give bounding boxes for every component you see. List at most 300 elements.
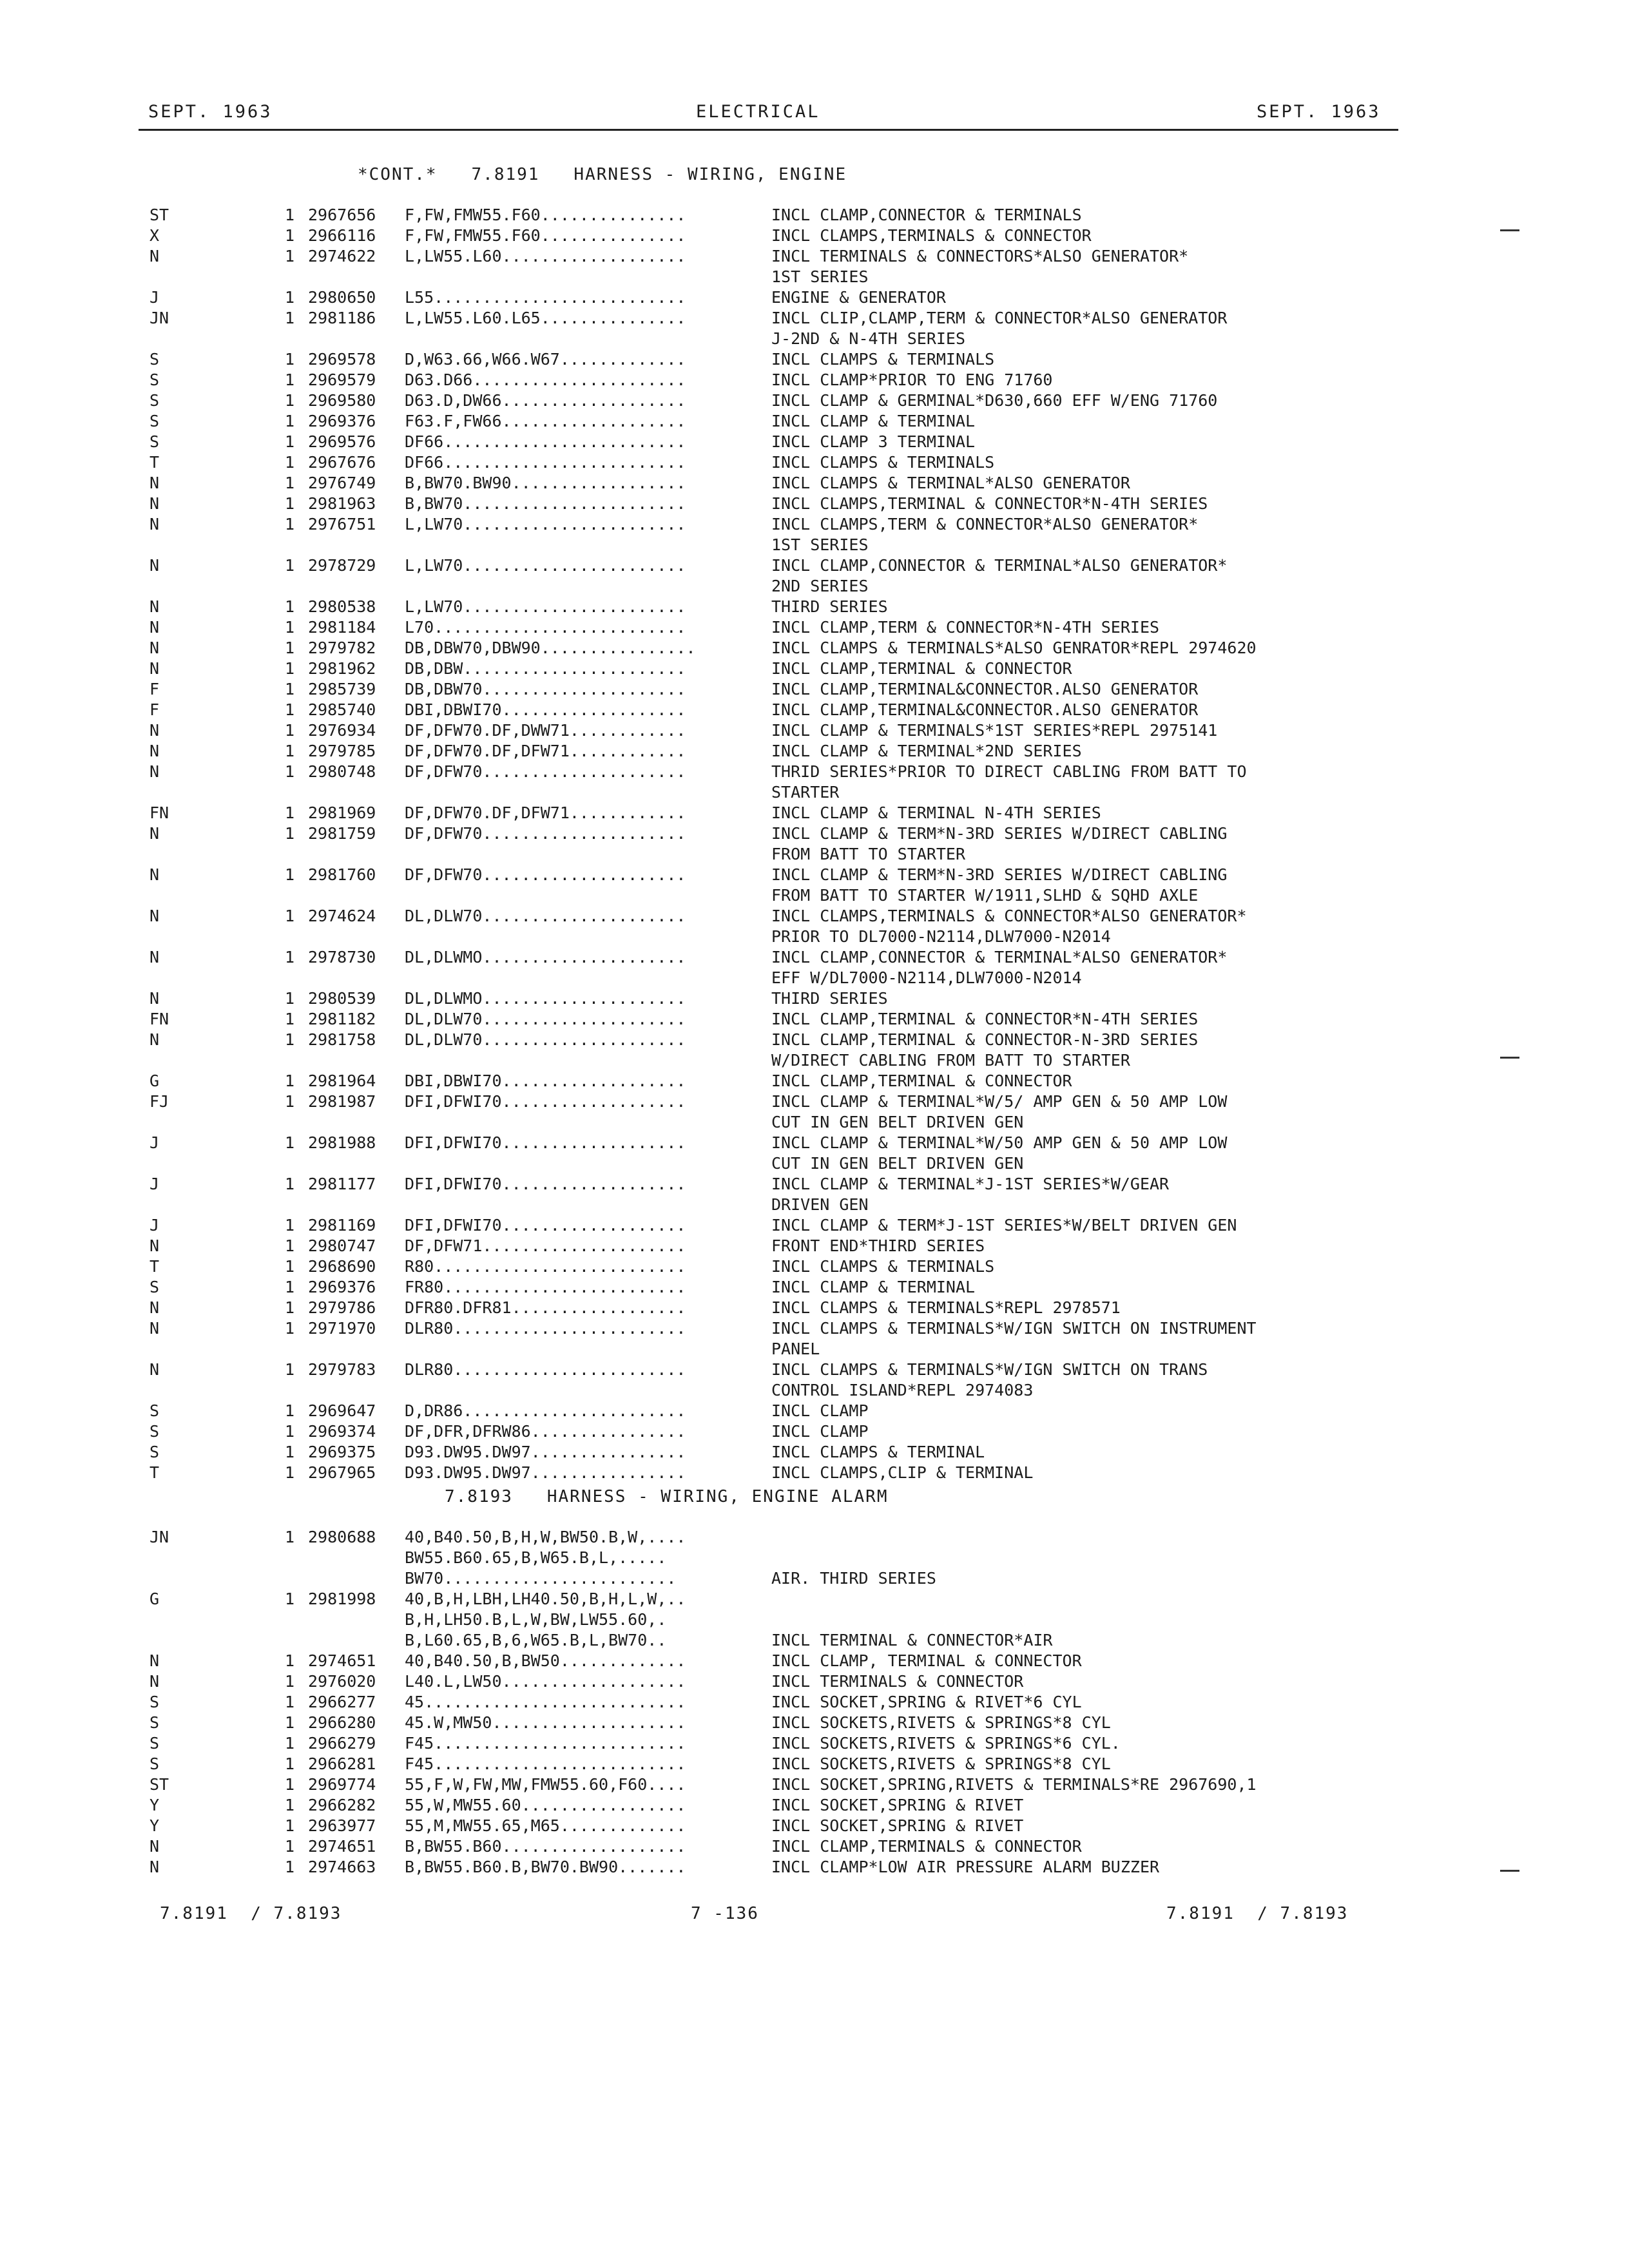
model-applicability: DFI,DFWI70...................	[405, 1133, 686, 1152]
service-code: N	[149, 474, 160, 492]
part-number: 2981964	[308, 1072, 376, 1090]
model-applicability: D,DR86.......................	[405, 1401, 686, 1420]
quantity: 1	[285, 1796, 295, 1814]
table-row	[0, 1380, 1629, 1401]
service-code: S	[149, 1693, 160, 1711]
table-row	[0, 720, 1629, 741]
table-row	[0, 205, 1629, 226]
quantity: 1	[285, 680, 295, 698]
table-row	[0, 1133, 1629, 1153]
quantity: 1	[285, 1651, 295, 1670]
model-applicability: DF,DFW70.DF,DFW71............	[405, 742, 686, 760]
model-applicability: 55,M,MW55.65,M65.............	[405, 1816, 686, 1835]
part-description: INCL CLAMP & TERMINAL N-4TH SERIES	[771, 803, 1101, 822]
table-row	[0, 1568, 1629, 1589]
part-description: THIRD SERIES	[771, 989, 888, 1008]
part-number: 2966281	[308, 1754, 376, 1773]
section-title-harness-wiring-engine: *CONT.* 7.8191 HARNESS - WIRING, ENGINE	[358, 165, 847, 184]
service-code: S	[149, 1713, 160, 1732]
table-row	[0, 1610, 1629, 1630]
part-description: 1ST SERIES	[771, 267, 869, 286]
quantity: 1	[285, 1319, 295, 1338]
part-number: 2966279	[308, 1734, 376, 1753]
part-description: INCL CLAMP*LOW AIR PRESSURE ALARM BUZZER	[771, 1858, 1160, 1876]
part-description: INCL CLAMPS,TERMINALS & CONNECTOR*ALSO GENERATOR*	[771, 907, 1247, 925]
quantity: 1	[285, 1072, 295, 1090]
table-row	[0, 617, 1629, 638]
table-row	[0, 452, 1629, 473]
part-number: 2981760	[308, 865, 376, 884]
model-applicability: DL,DLW70.....................	[405, 907, 686, 925]
table-row	[0, 1733, 1629, 1754]
part-number: 2966277	[308, 1693, 376, 1711]
table-row	[0, 432, 1629, 452]
table-row	[0, 597, 1629, 617]
table-row	[0, 1589, 1629, 1610]
table-row	[0, 1548, 1629, 1568]
quantity: 1	[285, 226, 295, 245]
quantity: 1	[285, 1216, 295, 1235]
service-code: N	[149, 721, 160, 740]
model-applicability: 45...........................	[405, 1693, 686, 1711]
quantity: 1	[285, 370, 295, 389]
part-description: INCL CLAMP,TERMINAL & CONNECTOR	[771, 659, 1072, 678]
part-number: 2976934	[308, 721, 376, 740]
model-applicability: DLR80........................	[405, 1319, 686, 1338]
part-description: INCL CLAMP	[771, 1422, 869, 1441]
service-code: N	[149, 948, 160, 966]
table-row	[0, 1339, 1629, 1360]
quantity: 1	[285, 1092, 295, 1111]
parts-list-engine-alarm-harness	[0, 1527, 1629, 1878]
part-number: 2981962	[308, 659, 376, 678]
part-number: 2969374	[308, 1422, 376, 1441]
quantity: 1	[285, 247, 295, 265]
model-applicability: DF,DFW70.....................	[405, 824, 686, 843]
section-title-harness-wiring-engine-alarm: 7.8193 HARNESS - WIRING, ENGINE ALARM	[445, 1487, 889, 1506]
part-description: INCL CLAMPS,TERMINALS & CONNECTOR	[771, 226, 1092, 245]
model-applicability: R80..........................	[405, 1257, 686, 1276]
quantity: 1	[285, 309, 295, 327]
part-description: INCL SOCKET,SPRING,RIVETS & TERMINALS*RE 2967690,1	[771, 1775, 1257, 1794]
table-row	[0, 1256, 1629, 1277]
table-row	[0, 658, 1629, 679]
part-description: 2ND SERIES	[771, 577, 869, 595]
part-number: 2976020	[308, 1672, 376, 1691]
part-number: 2981184	[308, 618, 376, 637]
service-code: N	[149, 907, 160, 925]
part-description: INCL SOCKETS,RIVETS & SPRINGS*8 CYL	[771, 1754, 1111, 1773]
part-number: 2974651	[308, 1651, 376, 1670]
service-code: N	[149, 989, 160, 1008]
quantity: 1	[285, 1278, 295, 1296]
model-applicability: DL,DLW70.....................	[405, 1010, 686, 1028]
model-applicability: BW70........................	[405, 1569, 677, 1588]
quantity: 1	[285, 1010, 295, 1028]
model-applicability: DF,DFW70.DF,DFW71............	[405, 803, 686, 822]
part-description: INCL CLAMP & TERM*N-3RD SERIES W/DIRECT CABLING	[771, 824, 1228, 843]
table-row	[0, 947, 1629, 968]
quantity: 1	[285, 762, 295, 781]
header-section-title: ELECTRICAL	[696, 102, 820, 122]
quantity: 1	[285, 412, 295, 430]
part-description: INCL CLAMP & GERMINAL*D630,660 EFF W/ENG 71760	[771, 391, 1218, 410]
quantity: 1	[285, 1528, 295, 1546]
part-description: CUT IN GEN BELT DRIVEN GEN	[771, 1113, 1024, 1131]
model-applicability: DBI,DBWI70...................	[405, 700, 686, 719]
service-code: FJ	[149, 1092, 169, 1111]
part-number: 2981759	[308, 824, 376, 843]
part-number: 2974663	[308, 1858, 376, 1876]
table-row	[0, 1360, 1629, 1380]
part-description: PRIOR TO DL7000-N2114,DLW7000-N2014	[771, 927, 1111, 946]
header-date-right: SEPT. 1963	[1257, 102, 1381, 122]
quantity: 1	[285, 742, 295, 760]
table-row	[0, 576, 1629, 597]
table-row	[0, 1795, 1629, 1816]
part-number: 2985740	[308, 700, 376, 719]
quantity: 1	[285, 1463, 295, 1482]
part-number: 2976751	[308, 515, 376, 533]
table-row	[0, 1277, 1629, 1298]
model-applicability: DB,DBW70,DBW90................	[405, 639, 696, 657]
model-applicability: D93.DW95.DW97................	[405, 1463, 686, 1482]
table-row	[0, 1421, 1629, 1442]
model-applicability: DL,DLWMO.....................	[405, 948, 686, 966]
quantity: 1	[285, 1133, 295, 1152]
table-row	[0, 1836, 1629, 1857]
quantity: 1	[285, 1360, 295, 1379]
service-code: T	[149, 1257, 160, 1276]
quantity: 1	[285, 803, 295, 822]
part-number: 2967656	[308, 206, 376, 224]
part-description: INCL CLAMP,TERMINAL & CONNECTOR*N-4TH SERIES	[771, 1010, 1199, 1028]
part-description: INCL CLAMP,TERMINAL&CONNECTOR.ALSO GENERATOR	[771, 680, 1199, 698]
table-row	[0, 1671, 1629, 1692]
service-code: S	[149, 432, 160, 451]
part-description: INCL CLAMP,TERMINAL & CONNECTOR	[771, 1072, 1072, 1090]
part-description: INCL CLAMPS,TERMINAL & CONNECTOR*N-4TH SERIES	[771, 494, 1208, 513]
part-description: INCL CLAMPS & TERMINALS*REPL 2978571	[771, 1298, 1121, 1317]
margin-mark	[1500, 229, 1519, 231]
part-number: 2980538	[308, 597, 376, 616]
model-applicability: DB,DBW.......................	[405, 659, 686, 678]
model-applicability: B,H,LH50.B,L,W,BW,LW55.60,.	[405, 1610, 667, 1629]
quantity: 1	[285, 700, 295, 719]
quantity: 1	[285, 1754, 295, 1773]
table-row	[0, 1713, 1629, 1733]
quantity: 1	[285, 1257, 295, 1276]
service-code: G	[149, 1072, 160, 1090]
service-code: F	[149, 700, 160, 719]
header-rule	[139, 129, 1398, 131]
part-number: 2981987	[308, 1092, 376, 1111]
service-code: N	[149, 1672, 160, 1691]
part-number: 2963977	[308, 1816, 376, 1835]
service-code: S	[149, 350, 160, 369]
part-description: W/DIRECT CABLING FROM BATT TO STARTER	[771, 1051, 1130, 1070]
quantity: 1	[285, 1298, 295, 1317]
service-code: N	[149, 1030, 160, 1049]
table-row	[0, 1754, 1629, 1774]
part-description: EFF W/DL7000-N2114,DLW7000-N2014	[771, 968, 1082, 987]
table-row	[0, 473, 1629, 494]
part-number: 2969774	[308, 1775, 376, 1794]
quantity: 1	[285, 597, 295, 616]
model-applicability: B,L60.65,B,6,W65.B,L,BW70..	[405, 1631, 667, 1649]
part-number: 2980539	[308, 989, 376, 1008]
service-code: ST	[149, 206, 169, 224]
part-description: INCL TERMINALS & CONNECTOR	[771, 1672, 1024, 1691]
service-code: N	[149, 742, 160, 760]
quantity: 1	[285, 453, 295, 472]
model-applicability: 40,B,H,LBH,LH40.50,B,H,L,W,..	[405, 1590, 686, 1608]
quantity: 1	[285, 1672, 295, 1691]
service-code: Y	[149, 1796, 160, 1814]
part-number: 2966280	[308, 1713, 376, 1732]
part-number: 2981963	[308, 494, 376, 513]
service-code: S	[149, 1443, 160, 1461]
service-code: J	[149, 288, 160, 307]
part-number: 2978729	[308, 556, 376, 575]
table-row	[0, 287, 1629, 308]
part-number: 2979782	[308, 639, 376, 657]
quantity: 1	[285, 1590, 295, 1608]
model-applicability: DF,DFW70.....................	[405, 762, 686, 781]
part-number: 2969578	[308, 350, 376, 369]
quantity: 1	[285, 474, 295, 492]
service-code: N	[149, 556, 160, 575]
table-row	[0, 555, 1629, 576]
table-row	[0, 411, 1629, 432]
table-row	[0, 844, 1629, 865]
quantity: 1	[285, 659, 295, 678]
part-description: THIRD SERIES	[771, 597, 888, 616]
part-number: 2969375	[308, 1443, 376, 1461]
part-number: 2981169	[308, 1216, 376, 1235]
footer-section-left: 7.8191 / 7.8193	[160, 1904, 342, 1923]
quantity: 1	[285, 288, 295, 307]
part-description: INCL CLAMPS & TERMINAL	[771, 1443, 985, 1461]
quantity: 1	[285, 1175, 295, 1193]
model-applicability: DF66.........................	[405, 432, 686, 451]
part-description: INCL CLAMP,TERM & CONNECTOR*N-4TH SERIES	[771, 618, 1160, 637]
part-description: CUT IN GEN BELT DRIVEN GEN	[771, 1154, 1024, 1173]
service-code: JN	[149, 309, 169, 327]
table-row	[0, 1030, 1629, 1050]
part-description: PANEL	[771, 1340, 820, 1358]
table-row	[0, 1215, 1629, 1236]
table-row	[0, 679, 1629, 700]
part-number: 2969376	[308, 412, 376, 430]
part-description: INCL CLAMP	[771, 1401, 869, 1420]
part-number: 2980688	[308, 1528, 376, 1546]
table-row	[0, 329, 1629, 349]
quantity: 1	[285, 1401, 295, 1420]
part-number: 2980747	[308, 1236, 376, 1255]
model-applicability: 55,W,MW55.60.................	[405, 1796, 686, 1814]
table-row	[0, 762, 1629, 782]
part-number: 2976749	[308, 474, 376, 492]
table-row	[0, 370, 1629, 390]
quantity: 1	[285, 639, 295, 657]
service-code: N	[149, 824, 160, 843]
table-row	[0, 1071, 1629, 1091]
quantity: 1	[285, 350, 295, 369]
part-number: 2979785	[308, 742, 376, 760]
part-description: INCL CLAMP,TERMINALS & CONNECTOR	[771, 1837, 1082, 1856]
model-applicability: L,LW70.......................	[405, 597, 686, 616]
table-row	[0, 885, 1629, 906]
part-description: INCL CLAMP & TERMINAL	[771, 1278, 976, 1296]
quantity: 1	[285, 494, 295, 513]
part-description: INCL SOCKET,SPRING & RIVET	[771, 1816, 1024, 1835]
table-row	[0, 700, 1629, 720]
part-description: J-2ND & N-4TH SERIES	[771, 329, 966, 348]
part-description: INCL CLAMPS & TERMINALS*W/IGN SWITCH ON TRANS	[771, 1360, 1208, 1379]
part-description: INCL CLAMP,TERMINAL & CONNECTOR-N-3RD SERIES	[771, 1030, 1199, 1049]
part-number: 2981177	[308, 1175, 376, 1193]
service-code: J	[149, 1216, 160, 1235]
table-row	[0, 968, 1629, 988]
table-row	[0, 1816, 1629, 1836]
model-applicability: F45..........................	[405, 1754, 686, 1773]
part-number: 2969576	[308, 432, 376, 451]
model-applicability: BW55.B60.65,B,W65.B,L,.....	[405, 1548, 667, 1567]
service-code: G	[149, 1590, 160, 1608]
table-row	[0, 1651, 1629, 1671]
table-row	[0, 927, 1629, 947]
table-row	[0, 823, 1629, 844]
service-code: S	[149, 1754, 160, 1773]
parts-list-engine-harness	[0, 205, 1629, 1483]
service-code: S	[149, 370, 160, 389]
model-applicability: DF,DFW71.....................	[405, 1236, 686, 1255]
table-row	[0, 1692, 1629, 1713]
part-number: 2981758	[308, 1030, 376, 1049]
footer-page-number: 7 -136	[691, 1904, 759, 1923]
service-code: S	[149, 1278, 160, 1296]
model-applicability: 40,B40.50,B,H,W,BW50.B,W,....	[405, 1528, 686, 1546]
model-applicability: DB,DBW70.....................	[405, 680, 686, 698]
part-description: 1ST SERIES	[771, 535, 869, 554]
part-description: STARTER	[771, 783, 840, 802]
part-description: INCL CLAMP, TERMINAL & CONNECTOR	[771, 1651, 1082, 1670]
part-description: INCL CLAMP & TERMINAL*W/5/ AMP GEN & 50 AMP LOW	[771, 1092, 1228, 1111]
service-code: S	[149, 391, 160, 410]
quantity: 1	[285, 1236, 295, 1255]
table-row	[0, 514, 1629, 535]
table-row	[0, 865, 1629, 885]
model-applicability: B,BW70.BW90..................	[405, 474, 686, 492]
table-row	[0, 1857, 1629, 1878]
quantity: 1	[285, 1858, 295, 1876]
service-code: N	[149, 762, 160, 781]
part-number: 2974651	[308, 1837, 376, 1856]
service-code: X	[149, 226, 160, 245]
part-number: 2969580	[308, 391, 376, 410]
table-row	[0, 1174, 1629, 1195]
part-description: INCL SOCKET,SPRING & RIVET	[771, 1796, 1024, 1814]
service-code: N	[149, 515, 160, 533]
part-number: 2966116	[308, 226, 376, 245]
quantity: 1	[285, 1816, 295, 1835]
table-row	[0, 1112, 1629, 1133]
quantity: 1	[285, 907, 295, 925]
table-row	[0, 1463, 1629, 1483]
part-number: 2981969	[308, 803, 376, 822]
part-description: AIR. THIRD SERIES	[771, 1569, 936, 1588]
table-row	[0, 741, 1629, 762]
quantity: 1	[285, 1422, 295, 1441]
model-applicability: DFR80.DFR81..................	[405, 1298, 686, 1317]
quantity: 1	[285, 865, 295, 884]
part-description: THRID SERIES*PRIOR TO DIRECT CABLING FROM BATT TO	[771, 762, 1247, 781]
quantity: 1	[285, 432, 295, 451]
model-applicability: B,BW70.......................	[405, 494, 686, 513]
service-code: N	[149, 1360, 160, 1379]
table-row	[0, 494, 1629, 514]
part-number: 2969376	[308, 1278, 376, 1296]
service-code: N	[149, 659, 160, 678]
part-description: INCL CLAMP & TERM*J-1ST SERIES*W/BELT DRIVEN GEN	[771, 1216, 1237, 1235]
model-applicability: FR80.........................	[405, 1278, 686, 1296]
part-number: 2967965	[308, 1463, 376, 1482]
table-row	[0, 988, 1629, 1009]
service-code: N	[149, 618, 160, 637]
part-description: CONTROL ISLAND*REPL 2974083	[771, 1381, 1034, 1399]
model-applicability: L70..........................	[405, 618, 686, 637]
part-description: INCL CLAMPS,TERM & CONNECTOR*ALSO GENERATOR*	[771, 515, 1199, 533]
table-row	[0, 390, 1629, 411]
table-row	[0, 267, 1629, 287]
model-applicability: 40,B40.50,B,BW50.............	[405, 1651, 686, 1670]
part-number: 2974624	[308, 907, 376, 925]
model-applicability: B,BW55.B60...................	[405, 1837, 686, 1856]
table-row	[0, 1442, 1629, 1463]
quantity: 1	[285, 515, 295, 533]
service-code: N	[149, 1319, 160, 1338]
part-number: 2967676	[308, 453, 376, 472]
table-row	[0, 535, 1629, 555]
part-description: INCL CLAMPS & TERMINALS*W/IGN SWITCH ON INSTRUMENT	[771, 1319, 1257, 1338]
service-code: N	[149, 1858, 160, 1876]
model-applicability: DFI,DFWI70...................	[405, 1216, 686, 1235]
model-applicability: DFI,DFWI70...................	[405, 1092, 686, 1111]
quantity: 1	[285, 206, 295, 224]
part-description: INCL CLAMP & TERMINAL*W/50 AMP GEN & 50 AMP LOW	[771, 1133, 1228, 1152]
part-description: FROM BATT TO STARTER	[771, 845, 966, 863]
model-applicability: DBI,DBWI70...................	[405, 1072, 686, 1090]
part-number: 2968690	[308, 1257, 376, 1276]
quantity: 1	[285, 989, 295, 1008]
table-row	[0, 803, 1629, 823]
part-number: 2979786	[308, 1298, 376, 1317]
table-row	[0, 1236, 1629, 1256]
model-applicability: DF,DFR,DFRW86................	[405, 1422, 686, 1441]
part-description: FROM BATT TO STARTER W/1911,SLHD & SQHD AXLE	[771, 886, 1199, 905]
model-applicability: F45..........................	[405, 1734, 686, 1753]
part-number: 2981988	[308, 1133, 376, 1152]
quantity: 1	[285, 948, 295, 966]
service-code: S	[149, 1401, 160, 1420]
quantity: 1	[285, 1713, 295, 1732]
model-applicability: F,FW,FMW55.F60...............	[405, 206, 686, 224]
table-row	[0, 1009, 1629, 1030]
service-code: FN	[149, 1010, 169, 1028]
model-applicability: D63.D,DW66...................	[405, 391, 686, 410]
table-row	[0, 1318, 1629, 1339]
